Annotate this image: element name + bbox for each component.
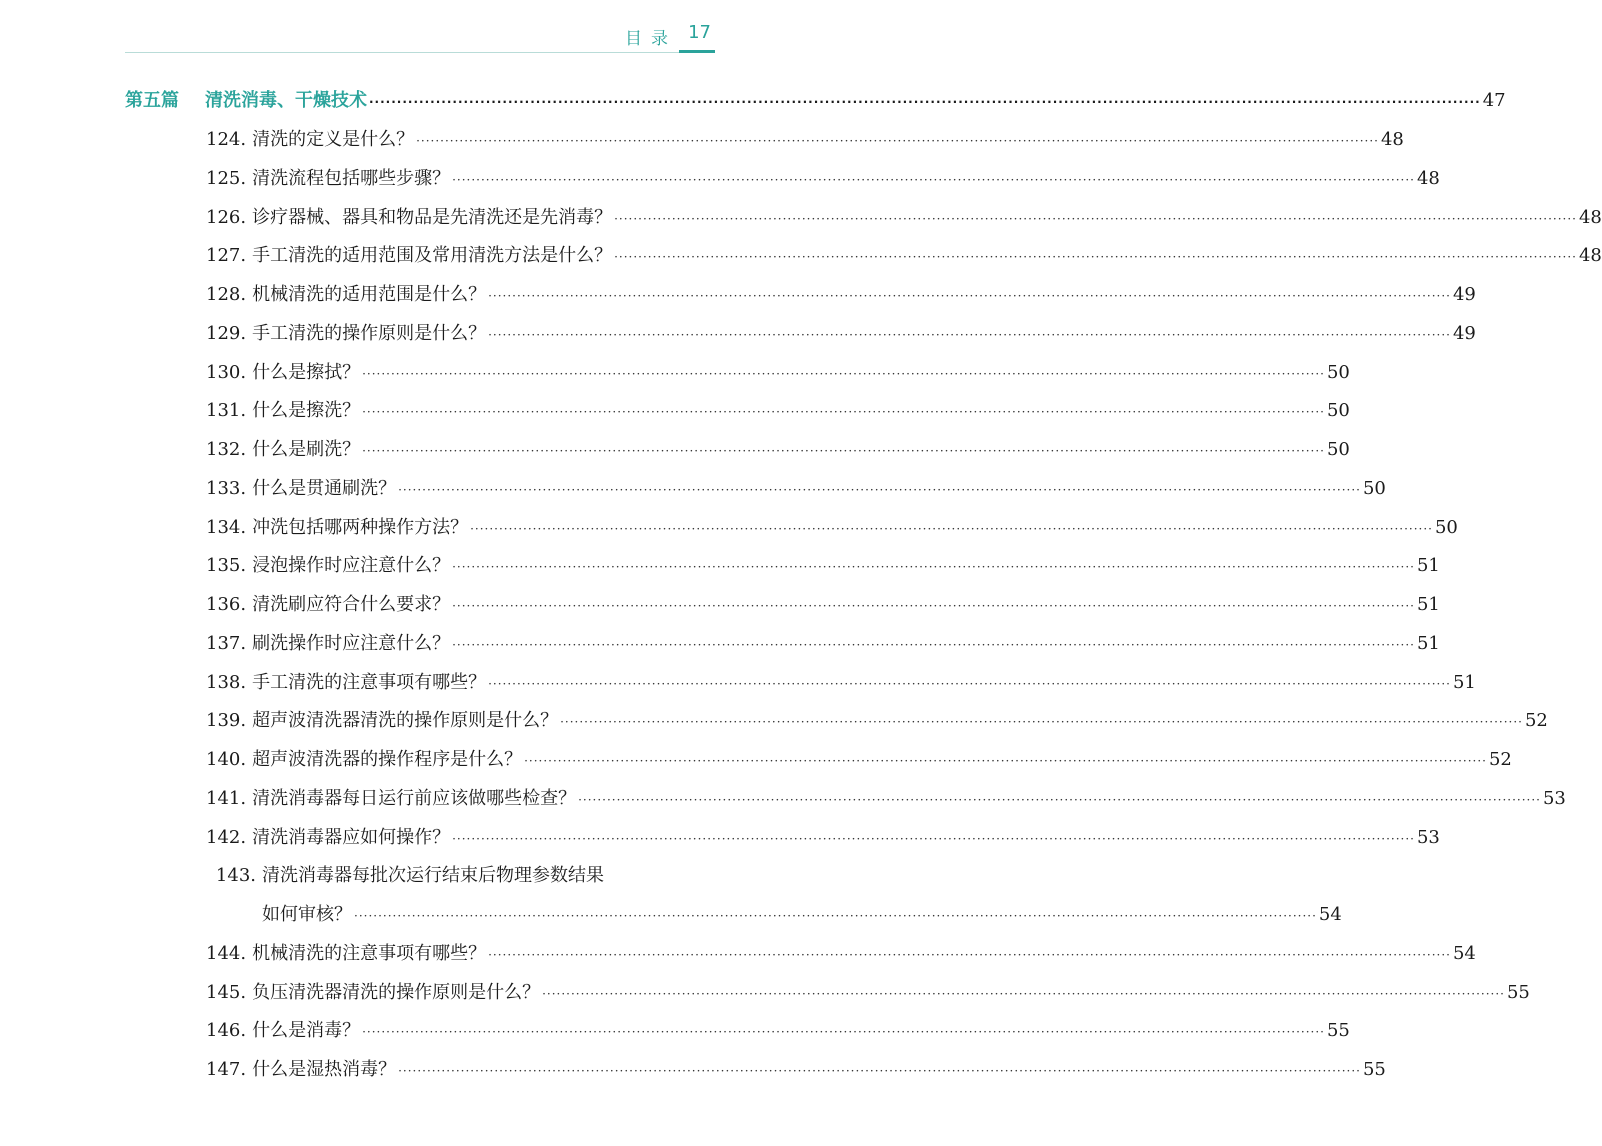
entry-page: 52	[1488, 749, 1512, 770]
entry-title: 手工清洗的注意事项有哪些？	[252, 671, 487, 693]
entry-number: 124.	[206, 129, 247, 150]
entry-page: 49	[1452, 322, 1476, 344]
toc-entry[interactable]	[206, 706, 1548, 732]
dot-leader: ········································································································································································································	[488, 676, 1451, 691]
toc-entry[interactable]	[206, 939, 1476, 965]
dot-leader: ········································································································································································································	[398, 1064, 1361, 1078]
dot-leader: ········································································································································································································	[488, 947, 1451, 962]
entry-page: 51	[1416, 594, 1440, 615]
dot-leader: ········································································································································································································	[362, 444, 1325, 458]
toc-entry[interactable]	[206, 861, 715, 887]
dot-leader: ········································································································································································································	[416, 134, 1379, 148]
entry-number: 144.	[206, 942, 247, 964]
entry-number: 143.	[215, 865, 256, 887]
entry-page: 50	[1326, 361, 1350, 383]
entry-page: 48	[1380, 129, 1404, 150]
entry-title: 什么是消毒？	[252, 1020, 361, 1042]
entry-title: 浸泡操作时应注意什么？	[252, 555, 451, 577]
entry-title: 什么是擦洗？	[252, 400, 361, 422]
entry-page: 55	[1506, 981, 1530, 1003]
entry-title: 超声波清洗器的操作程序是什么？	[252, 749, 523, 770]
entry-title: 刷洗操作时应注意什么？	[252, 632, 451, 654]
entry-number: 125.	[206, 167, 247, 189]
dot-leader: ········································································································································································································	[362, 1025, 1325, 1040]
running-header	[125, 22, 715, 52]
entry-title: 诊疗器械、器具和物品是先清洗还是先消毒？	[252, 206, 613, 228]
dot-leader: ········································································································································································································	[362, 405, 1325, 420]
entry-page: 51	[1416, 632, 1440, 654]
header-page-number: 17	[688, 22, 711, 43]
entry-title: 超声波清洗器清洗的操作原则是什么？	[252, 710, 559, 732]
entry-page: 50	[1326, 439, 1350, 460]
dot-leader: ········································································································································································································	[560, 715, 1523, 730]
dot-leader: ········································································································································································································	[488, 289, 1451, 303]
entry-title: 清洗消毒器应如何操作？	[252, 826, 451, 848]
entry-number: 134.	[206, 516, 247, 538]
entry-number: 140.	[206, 749, 247, 770]
entry-page: 48	[1578, 245, 1602, 267]
toc-entry[interactable]	[206, 358, 1350, 384]
entry-number: 142.	[206, 826, 247, 848]
toc-entry[interactable]	[206, 1055, 1386, 1081]
entry-number: 146.	[206, 1020, 247, 1042]
toc-entry[interactable]	[206, 435, 1350, 461]
toc-part-entry[interactable]	[125, 86, 1506, 112]
entry-page: 53	[1542, 787, 1566, 809]
entry-page: 55	[1362, 1059, 1386, 1080]
dot-leader: ········································································································································································································	[524, 754, 1487, 768]
toc-entry[interactable]	[206, 629, 1440, 655]
entry-page: 50	[1362, 477, 1386, 499]
entry-title: 清洗流程包括哪些步骤？	[252, 167, 451, 189]
entry-page: 51	[1452, 671, 1476, 693]
dot-leader: ········································································································································································································	[369, 95, 1481, 109]
dot-leader: ········································································································································································································	[614, 211, 1577, 226]
toc-entry[interactable]	[206, 125, 1404, 151]
entry-number: 138.	[206, 671, 247, 693]
entry-number: 145.	[206, 981, 247, 1003]
dot-leader: ········································································································································································································	[362, 366, 1325, 381]
entry-title: 清洗的定义是什么？	[252, 129, 415, 150]
entry-number: 137.	[206, 632, 247, 654]
entry-number: 136.	[206, 594, 247, 615]
entry-title: 机械清洗的适用范围是什么？	[252, 284, 487, 305]
toc-entry[interactable]	[206, 513, 1458, 539]
entry-number: 128.	[206, 284, 247, 305]
entry-title: 什么是刷洗？	[252, 439, 361, 460]
dot-leader: ········································································································································································································	[452, 560, 1415, 575]
toc-entry[interactable]	[206, 551, 1440, 577]
entry-title: 冲洗包括哪两种操作方法？	[252, 516, 469, 538]
entry-page: 48	[1578, 206, 1602, 228]
dot-leader: ········································································································································································································	[452, 831, 1415, 846]
dot-leader: ········································································································································································································	[488, 327, 1451, 342]
toc-entry[interactable]	[206, 590, 1440, 616]
entry-number: 133.	[206, 477, 247, 499]
toc-entry[interactable]	[206, 164, 1440, 190]
entry-number: 126.	[206, 206, 247, 228]
entry-title: 清洗消毒器每日运行前应该做哪些检查？	[252, 787, 577, 809]
dot-leader: ········································································································································································································	[398, 482, 1361, 497]
part-title: 清洗消毒、干燥技术	[205, 90, 367, 111]
toc-entry[interactable]	[206, 784, 1566, 810]
toc-entry[interactable]	[206, 280, 1476, 306]
entry-page: 54	[1452, 942, 1476, 964]
entry-page: 48	[1416, 167, 1440, 189]
entry-page: 50	[1326, 400, 1350, 422]
entry-page: 53	[1416, 826, 1440, 848]
part-page: 47	[1482, 90, 1506, 111]
entry-title: 什么是擦拭？	[252, 361, 361, 383]
toc-entry-continuation[interactable]	[262, 900, 1342, 926]
dot-leader: ········································································································································································································	[542, 986, 1505, 1001]
entry-title-continuation: 如何审核？	[262, 904, 352, 925]
toc-entry[interactable]	[206, 823, 1440, 849]
entry-title: 什么是湿热消毒？	[252, 1059, 397, 1080]
entry-number: 129.	[206, 322, 247, 344]
toc-entry[interactable]	[206, 668, 1476, 694]
entry-number: 141.	[206, 787, 247, 809]
toc-entry[interactable]	[206, 396, 1350, 422]
toc-entry[interactable]	[206, 1016, 1350, 1042]
entry-number: 147.	[206, 1059, 247, 1080]
dot-leader: ········································································································································································································	[354, 909, 1317, 923]
dot-leader: ········································································································································································································	[578, 792, 1541, 807]
entry-page: 52	[1524, 710, 1548, 732]
toc-entry[interactable]	[206, 745, 1512, 771]
entry-title: 负压清洗器清洗的操作原则是什么？	[252, 981, 541, 1003]
entry-number: 127.	[206, 245, 247, 267]
entry-title: 清洗消毒器每批次运行结束后物理参数结果	[262, 865, 604, 887]
toc-entry[interactable]	[206, 978, 1530, 1004]
entry-title: 清洗刷应符合什么要求？	[252, 594, 451, 615]
toc-entry[interactable]	[206, 203, 1602, 229]
entry-page: 55	[1326, 1020, 1350, 1042]
entry-number: 130.	[206, 361, 247, 383]
header-page-underline	[679, 50, 715, 53]
toc-entry[interactable]	[206, 319, 1476, 345]
entry-page: 54	[1318, 904, 1342, 925]
dot-leader: ········································································································································································································	[614, 250, 1577, 265]
header-rule	[125, 52, 715, 53]
entry-number: 131.	[206, 400, 247, 422]
entry-page: 51	[1416, 555, 1440, 577]
entry-number: 139.	[206, 710, 247, 732]
dot-leader: ········································································································································································································	[452, 599, 1415, 613]
entry-title: 手工清洗的操作原则是什么？	[252, 322, 487, 344]
entry-number: 135.	[206, 555, 247, 577]
entry-title: 机械清洗的注意事项有哪些？	[252, 942, 487, 964]
toc-entry[interactable]	[206, 474, 1386, 500]
dot-leader: ········································································································································································································	[470, 521, 1433, 536]
entry-title: 手工清洗的适用范围及常用清洗方法是什么？	[252, 245, 613, 267]
part-label: 第五篇	[125, 90, 179, 111]
entry-page: 49	[1452, 284, 1476, 305]
toc-entry[interactable]	[206, 241, 1602, 267]
entry-number: 132.	[206, 439, 247, 460]
dot-leader: ········································································································································································································	[452, 172, 1415, 187]
header-title: 目录	[625, 29, 677, 49]
dot-leader: ········································································································································································································	[452, 637, 1415, 652]
entry-page: 50	[1434, 516, 1458, 538]
entry-title: 什么是贯通刷洗？	[252, 477, 397, 499]
